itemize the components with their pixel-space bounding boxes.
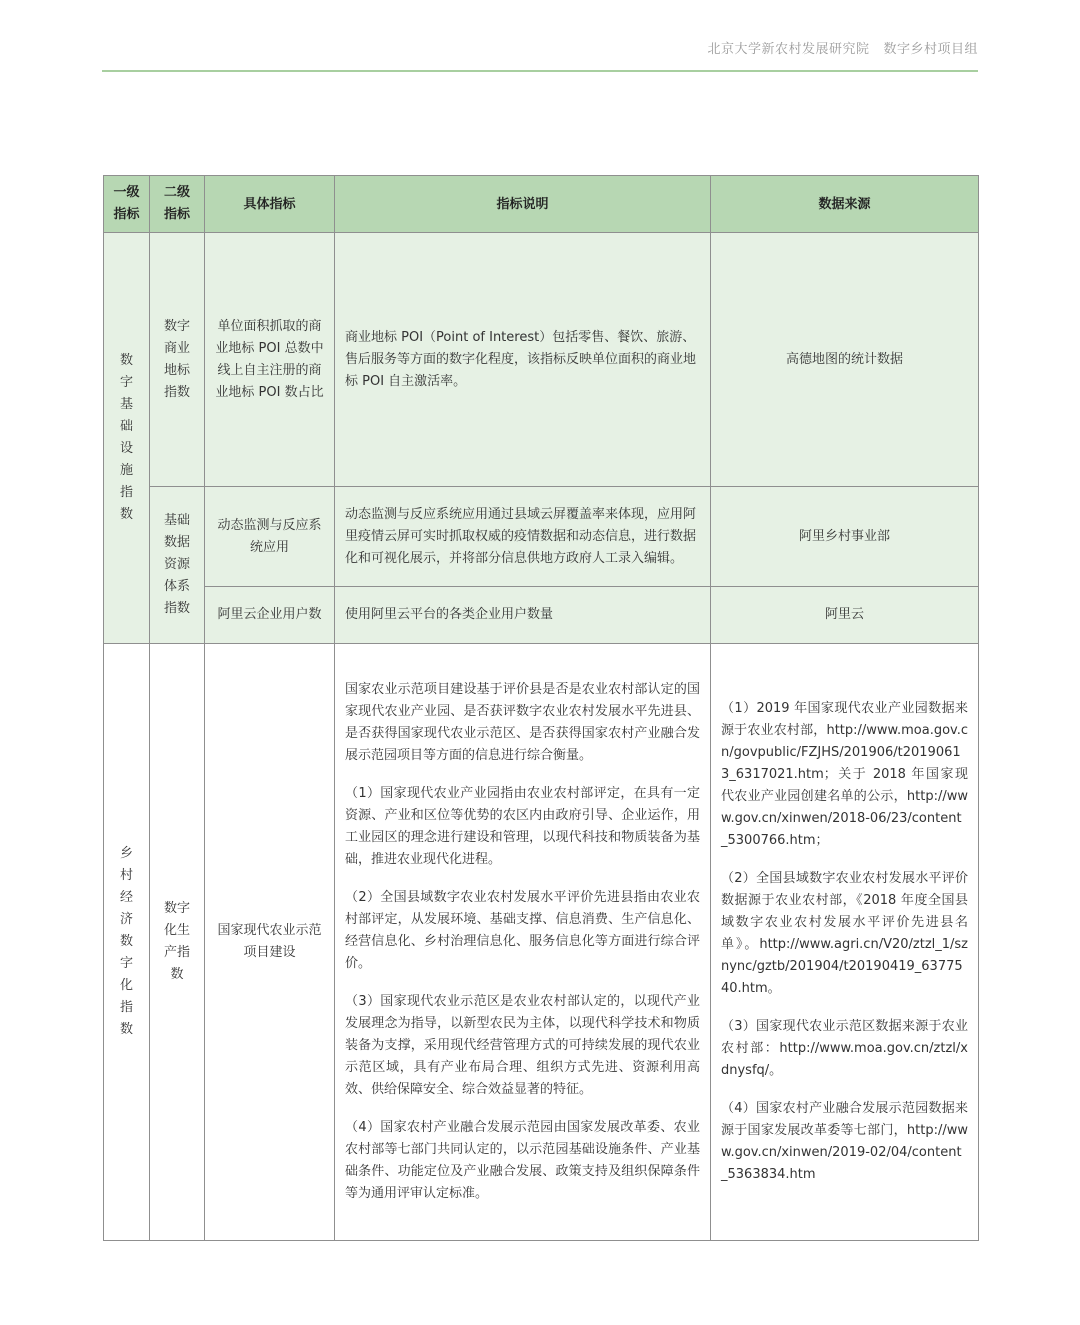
- level2-cell: 数字化生产指数: [150, 644, 205, 1241]
- document-header: [707, 38, 978, 57]
- column-header-description: 指标说明: [335, 176, 711, 233]
- level1-cell: 乡村经济数字化指数: [104, 644, 150, 1241]
- level1-cell: 数字基础设施指数: [104, 233, 150, 644]
- header-org: 北京大学新农村发展研究院: [707, 42, 870, 57]
- description-paragraph: （3）国家现代农业示范区是农业农村部认定的，以现代产业发展理念为指导，以新型农民为主体，以现代科学技术和物质装备为支撑，采用现代经营管理方式的可持续发展的现代农业示范区域，具有产业布局合理、组织方式先进、资源利用高效、供给保障安全、综合效益显著的特征。: [345, 994, 700, 1097]
- description-paragraph: （1）国家现代农业产业园指由农业农村部评定，在具有一定资源、产业和区位等优势的农区内由政府引导、企业运作，用工业园区的理念进行建设和管理，以现代科技和物质装备为基础，推进农业现代化进程。: [345, 786, 700, 867]
- indicator-cell: 阿里云企业用户数: [205, 587, 335, 644]
- source-cell: 阿里乡村事业部: [711, 487, 979, 587]
- indicator-cell: 动态监测与反应系统应用: [205, 487, 335, 587]
- description-paragraph: 国家农业示范项目建设基于评价县是否是农业农村部认定的国家现代农业产业园、是否获评数字农业农村发展水平先进县、是否获得国家现代农业示范区、是否获得国家农村产业融合发展示范园项目等方面的信息进行综合衡量。: [345, 682, 700, 763]
- description-cell: [335, 644, 711, 1241]
- indicator-table: [103, 175, 979, 1241]
- table-row: [104, 487, 979, 587]
- source-cell: 阿里云: [711, 587, 979, 644]
- table-row: [104, 233, 979, 487]
- table-header-row: [104, 176, 979, 233]
- column-header-source: 数据来源: [711, 176, 979, 233]
- header-group: 数字乡村项目组: [883, 42, 978, 57]
- source-paragraph: （1）2019 年国家现代农业产业园数据来源于农业农村部，http://www.moa.gov.cn/govpublic/FZJHS/201906/t20190613_6317021.htm；关于 2018 年国家现代农业产业园创建名单的公示，http://www.gov.cn/xinwen/2018-06/23/content_5300766.htm；: [721, 701, 968, 848]
- description-cell: 动态监测与反应系统应用通过县域云屏覆盖率来体现，应用阿里疫情云屏可实时抓取权威的疫情数据和动态信息，进行数据化和可视化展示，并将部分信息供地方政府人工录入编辑。: [335, 487, 711, 587]
- level2-cell: 基础数据资源体系指数: [150, 487, 205, 644]
- indicator-cell: 国家现代农业示范项目建设: [205, 644, 335, 1241]
- level2-cell: 数字商业地标指数: [150, 233, 205, 487]
- source-cell: [711, 644, 979, 1241]
- column-header-level1: 一级指标: [104, 176, 150, 233]
- description-cell: 使用阿里云平台的各类企业用户数量: [335, 587, 711, 644]
- header-divider: [102, 70, 978, 72]
- source-paragraph: （3）国家现代农业示范区数据来源于农业农村部：http://www.moa.gov.cn/ztzl/xdnysfq/。: [721, 1019, 968, 1078]
- description-paragraph: （4）国家农村产业融合发展示范园由国家发展改革委、农业农村部等七部门共同认定的，以示范园基础设施条件、产业基础条件、功能定位及产业融合发展、政策支持及组织保障条件等为通用评审认定标准。: [345, 1120, 700, 1201]
- description-cell: 商业地标 POI（Point of Interest）包括零售、餐饮、旅游、售后服务等方面的数字化程度，该指标反映单位面积的商业地标 POI 自主激活率。: [335, 233, 711, 487]
- column-header-indicator: 具体指标: [205, 176, 335, 233]
- table-row: [104, 587, 979, 644]
- source-cell: 高德地图的统计数据: [711, 233, 979, 487]
- source-paragraph: （2）全国县域数字农业农村发展水平评价数据源于农业农村部，《2018 年度全国县域数字农业农村发展水平评价先进县名单》。http://www.agri.cn/V20/ztzl_1/sznync/gztb/201904/t20190419_6377540.htm。: [721, 871, 968, 996]
- column-header-level2: 二级指标: [150, 176, 205, 233]
- source-paragraph: （4）国家农村产业融合发展示范园数据来源于国家发展改革委等七部门，http://www.gov.cn/xinwen/2019-02/04/content_5363834.htm: [721, 1101, 968, 1182]
- indicator-cell: 单位面积抓取的商业地标 POI 总数中线上自主注册的商业地标 POI 数占比: [205, 233, 335, 487]
- description-paragraph: （2）全国县域数字农业农村发展水平评价先进县指由农业农村部评定，从发展环境、基础支撑、信息消费、生产信息化、经营信息化、乡村治理信息化、服务信息化等方面进行综合评价。: [345, 890, 700, 971]
- table-row: [104, 644, 979, 1241]
